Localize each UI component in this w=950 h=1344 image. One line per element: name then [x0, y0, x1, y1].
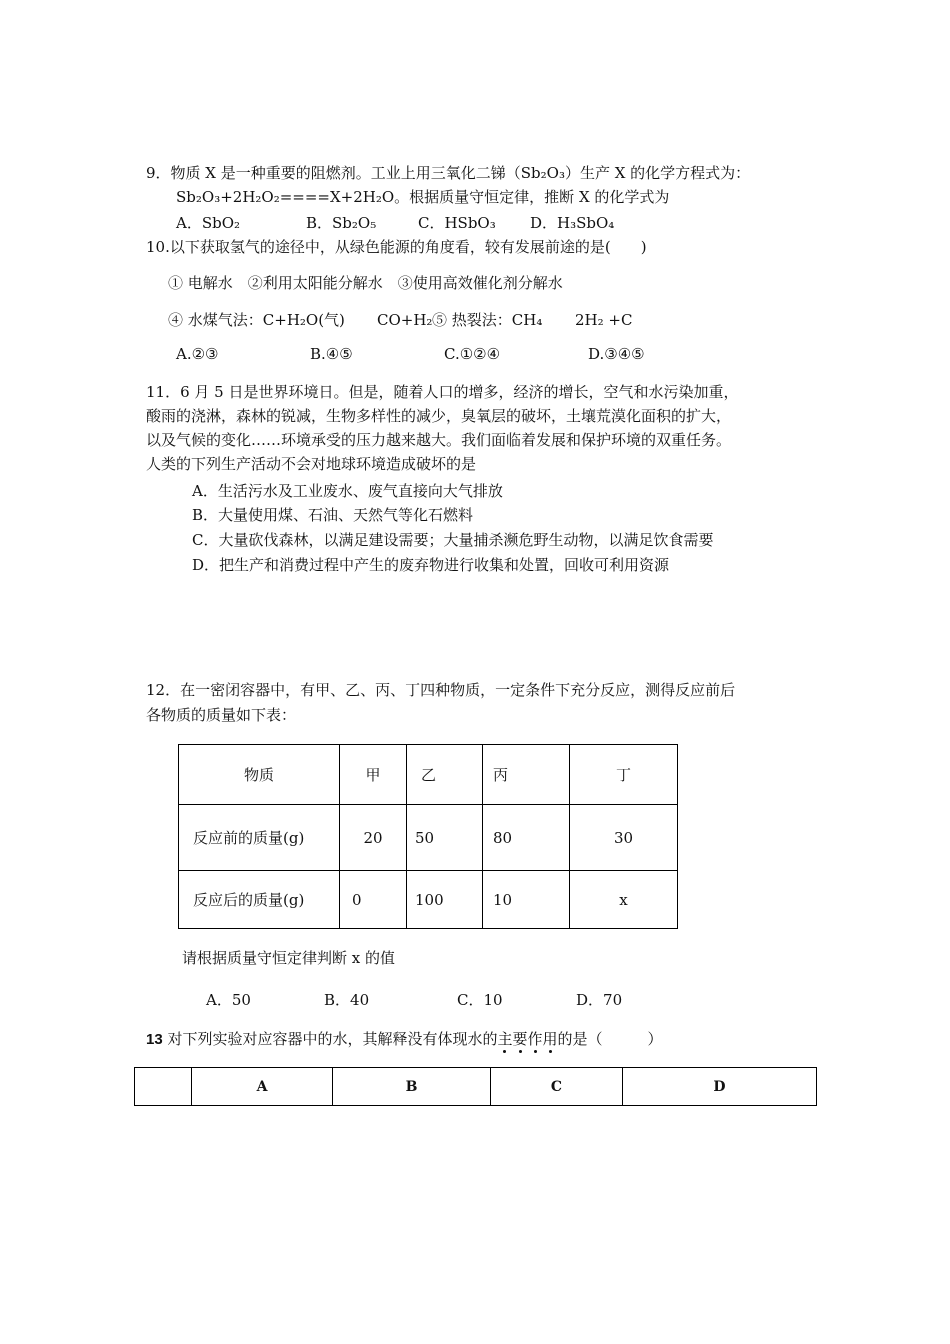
q9-equation: Sb₂O₃+2H₂O₂====X+2H₂O。根据质量守恒定律，推断 X 的化学式为	[176, 188, 670, 206]
table-cell: x	[570, 871, 678, 929]
q13-stem-suffix: 的是（ ）	[557, 1030, 663, 1048]
table-header-row	[135, 1068, 817, 1106]
q12-option-d: D．70	[576, 991, 623, 1009]
q13-number: 13	[146, 1031, 163, 1048]
q9-option-d: D．H₃SbO₄	[530, 214, 615, 232]
q9-stem: 9．物质 X 是一种重要的阻燃剂。工业上用三氧化二锑（Sb₂O₃）生产 X 的化学方程式为：	[146, 164, 751, 182]
q11-line-2: 酸雨的浇淋，森林的锐减，生物多样性的减少，臭氧层的破坏，土壤荒漠化面积的扩大，	[146, 407, 732, 425]
q12-option-c: C．10	[457, 991, 503, 1009]
q12-stem-line2: 各物质的质量如下表：	[146, 706, 297, 724]
q11-line-4: 人类的下列生产活动不会对地球环境造成破坏的是	[146, 455, 477, 473]
q10-methods-line2a: ④ 水煤气法：C+H₂O(气)	[168, 311, 345, 329]
q13-emphasis-char: 作	[527, 1030, 543, 1048]
q11-line-1: 11．6 月 5 日是世界环境日。但是，随着人口的增多，经济的增长，空气和水污染加重，	[146, 383, 739, 401]
table-header-cell: 丙	[483, 745, 570, 805]
q11-option-a: A．生活污水及工业废水、废气直接向大气排放	[192, 482, 503, 500]
q9-option-b: B．Sb₂O₅	[306, 214, 377, 232]
table-header-cell: 乙	[407, 745, 483, 805]
table-cell: 50	[407, 805, 483, 871]
q10-stem: 10.以下获取氢气的途径中，从绿色能源的角度看，较有发展前途的是( )	[146, 238, 647, 256]
table-cell: 反应前的质量(g)	[179, 805, 340, 871]
q9-option-c: C．HSbO₃	[418, 214, 496, 232]
q10-option-a: A.②③	[176, 345, 219, 363]
q9-option-a: A．SbO₂	[176, 214, 241, 232]
q10-option-c: C.①②④	[444, 345, 501, 363]
table-cell: 20	[340, 805, 407, 871]
q11-line-3: 以及气候的变化……环境承受的压力越来越大。我们面临着发展和保护环境的双重任务。	[146, 431, 732, 449]
q12-question: 请根据质量守恒定律判断 x 的值	[182, 949, 395, 967]
q11-option-c: C．大量砍伐森林，以满足建设需要；大量捕杀濒危野生动物，以满足饮食需要	[192, 531, 714, 549]
table-header-row	[179, 745, 678, 805]
table-header-cell: B	[333, 1068, 491, 1106]
table-row	[179, 805, 678, 871]
q11-option-d: D．把生产和消费过程中产生的废弃物进行收集和处置，回收可利用资源	[192, 556, 670, 574]
q13-emphasis-char: 主	[497, 1030, 513, 1048]
q10-methods-line2d: 2H₂ +C	[575, 311, 633, 329]
table-cell: 80	[483, 805, 570, 871]
q13-emphasis-char: 要	[512, 1030, 528, 1048]
q13-options-table	[134, 1067, 817, 1106]
table-header-cell: D	[623, 1068, 817, 1106]
table-cell: 30	[570, 805, 678, 871]
table-header-cell: A	[192, 1068, 333, 1106]
table-cell: 0	[340, 871, 407, 929]
table-header-cell: 甲	[340, 745, 407, 805]
table-header-cell: 物质	[179, 745, 340, 805]
q13-stem	[146, 1032, 663, 1047]
q10-methods-line2b: CO+H₂	[377, 311, 433, 329]
q11-option-b: B．大量使用煤、石油、天然气等化石燃料	[192, 506, 474, 524]
table-header-cell: 丁	[570, 745, 678, 805]
q12-mass-table	[178, 744, 678, 929]
table-cell: 反应后的质量(g)	[179, 871, 340, 929]
q12-option-b: B．40	[324, 991, 370, 1009]
q10-option-d: D.③④⑤	[588, 345, 645, 363]
table-cell: 10	[483, 871, 570, 929]
table-cell: 100	[407, 871, 483, 929]
q10-methods-line1: ① 电解水 ②利用太阳能分解水 ③使用高效催化剂分解水	[168, 274, 563, 292]
q13-stem-main: 对下列实验对应容器中的水，其解释没有体现水的	[167, 1030, 498, 1048]
q12-stem-line1: 12．在一密闭容器中，有甲、乙、丙、丁四种物质，一定条件下充分反应，测得反应前后	[146, 681, 736, 699]
q10-methods-line2c: ⑤ 热裂法：CH₄	[432, 311, 543, 329]
q10-option-b: B.④⑤	[310, 345, 353, 363]
table-row	[179, 871, 678, 929]
q12-option-a: A．50	[206, 991, 251, 1009]
q13-emphasis-char: 用	[542, 1030, 558, 1048]
table-header-cell: C	[491, 1068, 623, 1106]
table-header-cell	[135, 1068, 192, 1106]
